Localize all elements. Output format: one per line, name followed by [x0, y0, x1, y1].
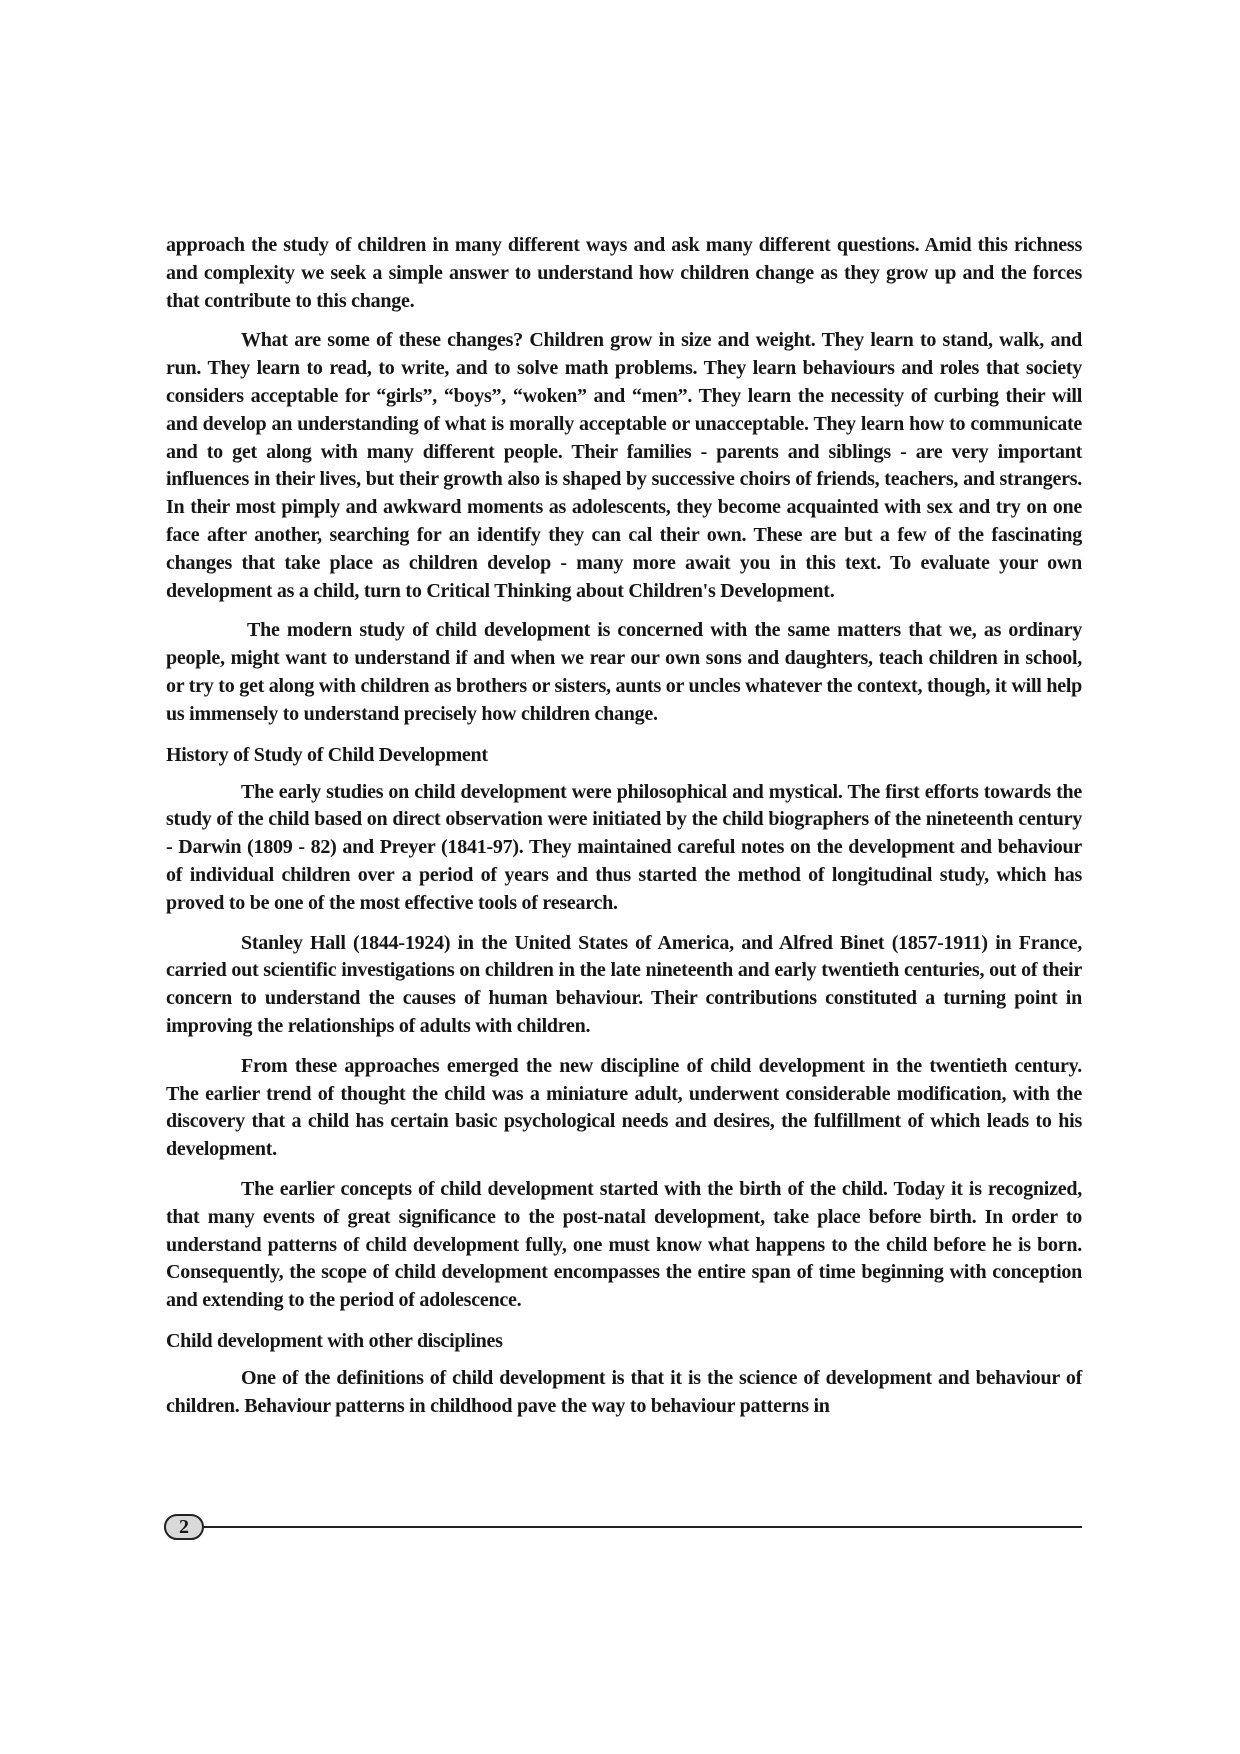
footer-rule-line [204, 1526, 1082, 1528]
page-footer [164, 1514, 1084, 1544]
paragraph-definitions: One of the definitions of child development is that it is the science of development and behaviour of children. Behaviour patterns in childhood pave the way to behaviour patterns in [166, 1366, 1082, 1417]
section-heading-other-disciplines: Child development with other disciplines [166, 1329, 503, 1352]
paragraph-modern-study: The modern study of child development is concerned with the same matters that we, as ordinary people, might want to understand if and when we rear our own sons and daughters, teach children in school, or try to get along with children as brothers or sisters, aunts or uncles whatever the context, though, it will help us immensely to understand precisely how children change. [166, 619, 1082, 725]
page-number-badge: 2 [164, 1514, 204, 1540]
section-heading-history: History of Study of Child Development [166, 743, 488, 766]
paragraph-changes: What are some of these changes? Children grow in size and weight. They learn to stand, walk, and run. They learn to read, to write, and to solve math problems. They learn behaviours and roles that society considers acceptable for “girls”, “boys”, “woken” and “men”. They learn the necessity of curbing their will and develop an understanding of what is morally acceptable or unacceptable. They learn how to communicate and to get along with many different people. Their families - parents and siblings - are very important influences in their lives, but their growth also is shaped by successive choirs of friends, teachers, and strangers. In their most pimply and awkward moments as adolescents, they become acquainted with sex and try on one face after another, searching for an identify they can cal their own. These are but a few of the fascinating changes that take place as children develop - many more await you in this text. To evaluate your own development as a child, turn to Critical Thinking about Children's Development. [166, 329, 1082, 602]
paragraph-earlier-concepts: The earlier concepts of child development started with the birth of the child. Today it is recognized, that many events of great significance to the post-natal development, take place before birth. In order to understand patterns of child development fully, one must know what happens to the child before he is born. Consequently, the scope of child development encompasses the entire span of time beginning with conception and extending to the period of adolescence. [166, 1177, 1082, 1312]
paragraph-hall-binet: Stanley Hall (1844-1924) in the United States of America, and Alfred Binet (1857-1911) in France, carried out scientific investigations on children in the late nineteenth and early twentieth centuries, out of their concern to understand the causes of human behaviour. Their contributions constituted a turning point in improving the relationships of adults with children. [166, 931, 1082, 1037]
paragraph-intro-continued: approach the study of children in many different ways and ask many different questions. Amid this richness and complexity we seek a simple answer to understand how children change as they grow up and the forces that contribute to this change. [166, 234, 1082, 312]
page-body [166, 232, 1082, 1432]
paragraph-early-studies: The early studies on child development were philosophical and mystical. The first efforts towards the study of the child based on direct observation were initiated by the child biographers of the nineteenth century - Darwin (1809 - 82) and Preyer (1841-97). They maintained careful notes on the development and behaviour of individual children over a period of years and thus started the method of longitudinal study, which has proved to be one of the most effective tools of research. [166, 780, 1082, 914]
paragraph-new-discipline: From these approaches emerged the new discipline of child development in the twentieth century. The earlier trend of thought the child was a miniature adult, underwent considerable modification, with the discovery that a child has certain basic psychological needs and desires, the fulfillment of which leads to his development. [166, 1054, 1082, 1161]
